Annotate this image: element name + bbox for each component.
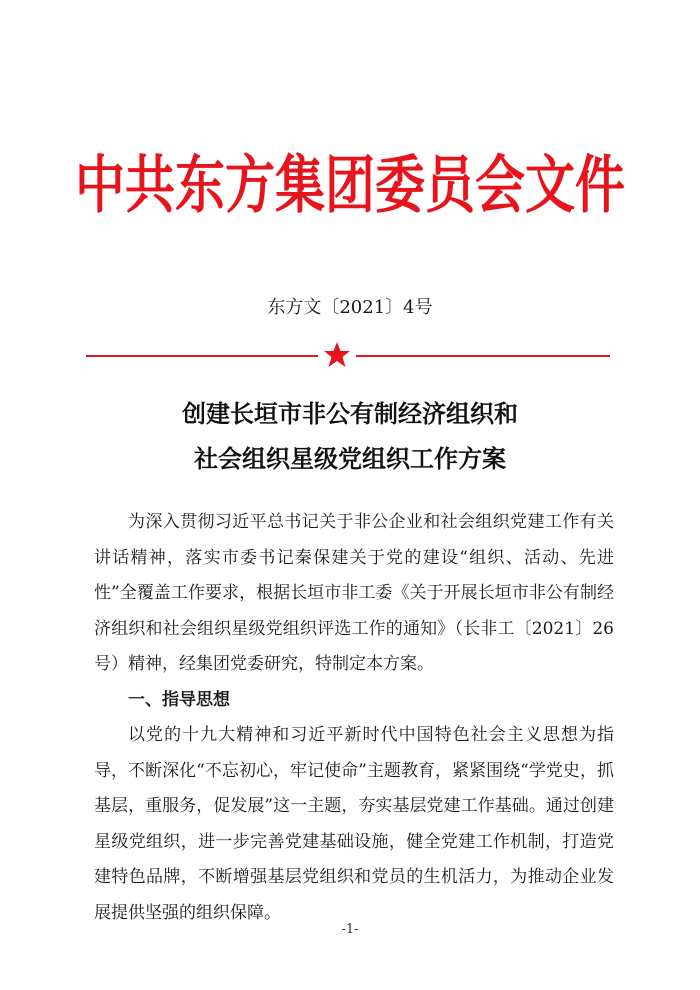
document-number: 东方文〔2021〕4号 [267,297,433,318]
red-header-title: 中共东方集团委员会文件 [75,148,625,222]
red-divider-left [86,355,318,357]
document-title-line-2: 社会组织星级党组织工作方案 [194,444,506,473]
red-star-icon [322,340,352,370]
page-number: -1- [341,922,359,937]
intro-paragraph: 为深入贯彻习近平总书记关于非公企业和社会组织党建工作有关讲话精神，落实市委书记秦保建关于党的建设“组织、活动、先进性”全覆盖工作要求，根据长垣市非工委《关于开展长垣市非公有制经济组织和社会组织星级党组织评选工作的通知》（长非工〔2021〕26号）精神，经集团党委研究，特制定本方案。 [94,512,614,674]
section-heading: 一、指导思想 [128,689,230,710]
document-body [94,505,614,931]
document-title-line-1: 创建长垣市非公有制经济组织和 [182,399,518,428]
section-paragraph: 以党的十九大精神和习近平新时代中国特色社会主义思想为指导，不断深化“不忘初心，牢记使命”主题教育，紧紧围绕“学党史，抓基层，重服务，促发展”这一主题，夯实基层党建工作基础。通过创建星级党组织，进一步完善党建基础设施，健全党建工作机制，打造党建特色品牌，不断增强基层党组织和党员的生机活力，为推动企业发展提供坚强的组织保障。 [94,725,614,923]
red-divider-right [356,355,610,357]
